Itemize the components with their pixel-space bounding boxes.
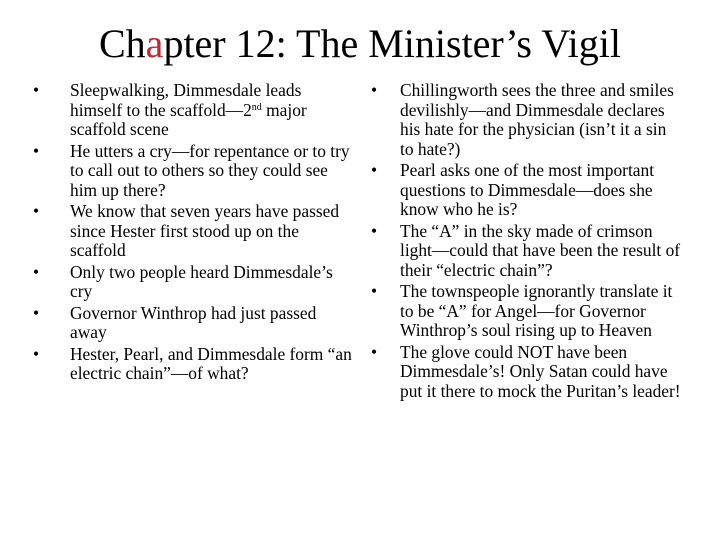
bullet-text: Governor Winthrop had just passed away [70, 302, 317, 342]
bullet-icon: • [32, 201, 40, 221]
bullet-icon: • [370, 220, 378, 241]
bullet-text: The townspeople ignorantly translate it to be “A” for Angel—for Governor Winthrop’s soul rising up to Heaven [400, 281, 673, 340]
list-item [27, 81, 357, 140]
left-column [27, 81, 357, 386]
bullet-icon: • [370, 160, 378, 180]
bullet-text [70, 80, 307, 139]
bullet-text: Hester, Pearl, and Dimmesdale form “an electric chain”—of what? [70, 343, 352, 383]
slide-title [0, 20, 720, 68]
bullet-text: Only two people heard Dimmesdale’s cry [70, 261, 333, 301]
bullet-icon: • [32, 261, 40, 282]
bullet-icon: • [370, 281, 378, 301]
bullet-icon: • [370, 341, 378, 362]
title-rest: pter 12: The Minister’s Vigil [163, 21, 622, 66]
ordinal-superscript: nd [251, 101, 262, 113]
list-item [362, 282, 682, 341]
bullet-icon: • [32, 80, 40, 100]
bullet-icon: • [32, 140, 40, 161]
list-item [362, 343, 682, 402]
list-item [27, 304, 357, 343]
list-item [362, 81, 682, 159]
list-item [362, 222, 682, 281]
bullet-text: The glove could NOT have been Dimmesdale’s! Only Satan could have put it there to mock the Puritan’s leader! [400, 341, 681, 401]
list-item [27, 263, 357, 302]
right-column [362, 81, 682, 403]
list-item [27, 142, 357, 201]
bullet-icon: • [32, 302, 40, 323]
bullet-text-part: major scaffold scene [70, 99, 307, 139]
bullet-text: Pearl asks one of the most important questions to Dimmesdale—does she know who he is? [400, 160, 655, 219]
bullet-text: Chillingworth sees the three and smiles devilishly—and Dimmesdale declares his hate for the physician (isn’t it a sin to hate?) [400, 80, 674, 159]
bullet-icon: • [370, 80, 378, 100]
list-item [27, 202, 357, 261]
bullet-text-part: Sleepwalking, Dimmesdale leads himself to the scaffold—2 [70, 80, 302, 120]
left-bullet-list [27, 81, 357, 384]
title-accent-letter: a [145, 21, 164, 66]
list-item [27, 345, 357, 384]
right-bullet-list [362, 81, 682, 401]
bullet-icon: • [32, 343, 40, 364]
list-item [362, 161, 682, 220]
title-start: Ch [98, 21, 146, 66]
bullet-text: He utters a cry—for repentance or to try to call out to others so they could see him up there? [70, 140, 350, 200]
bullet-text: The “A” in the sky made of crimson light—could that have been the result of their “electric chain”? [400, 220, 681, 280]
bullet-text: We know that seven years have passed since Hester first stood up on the scaffold [70, 201, 340, 260]
